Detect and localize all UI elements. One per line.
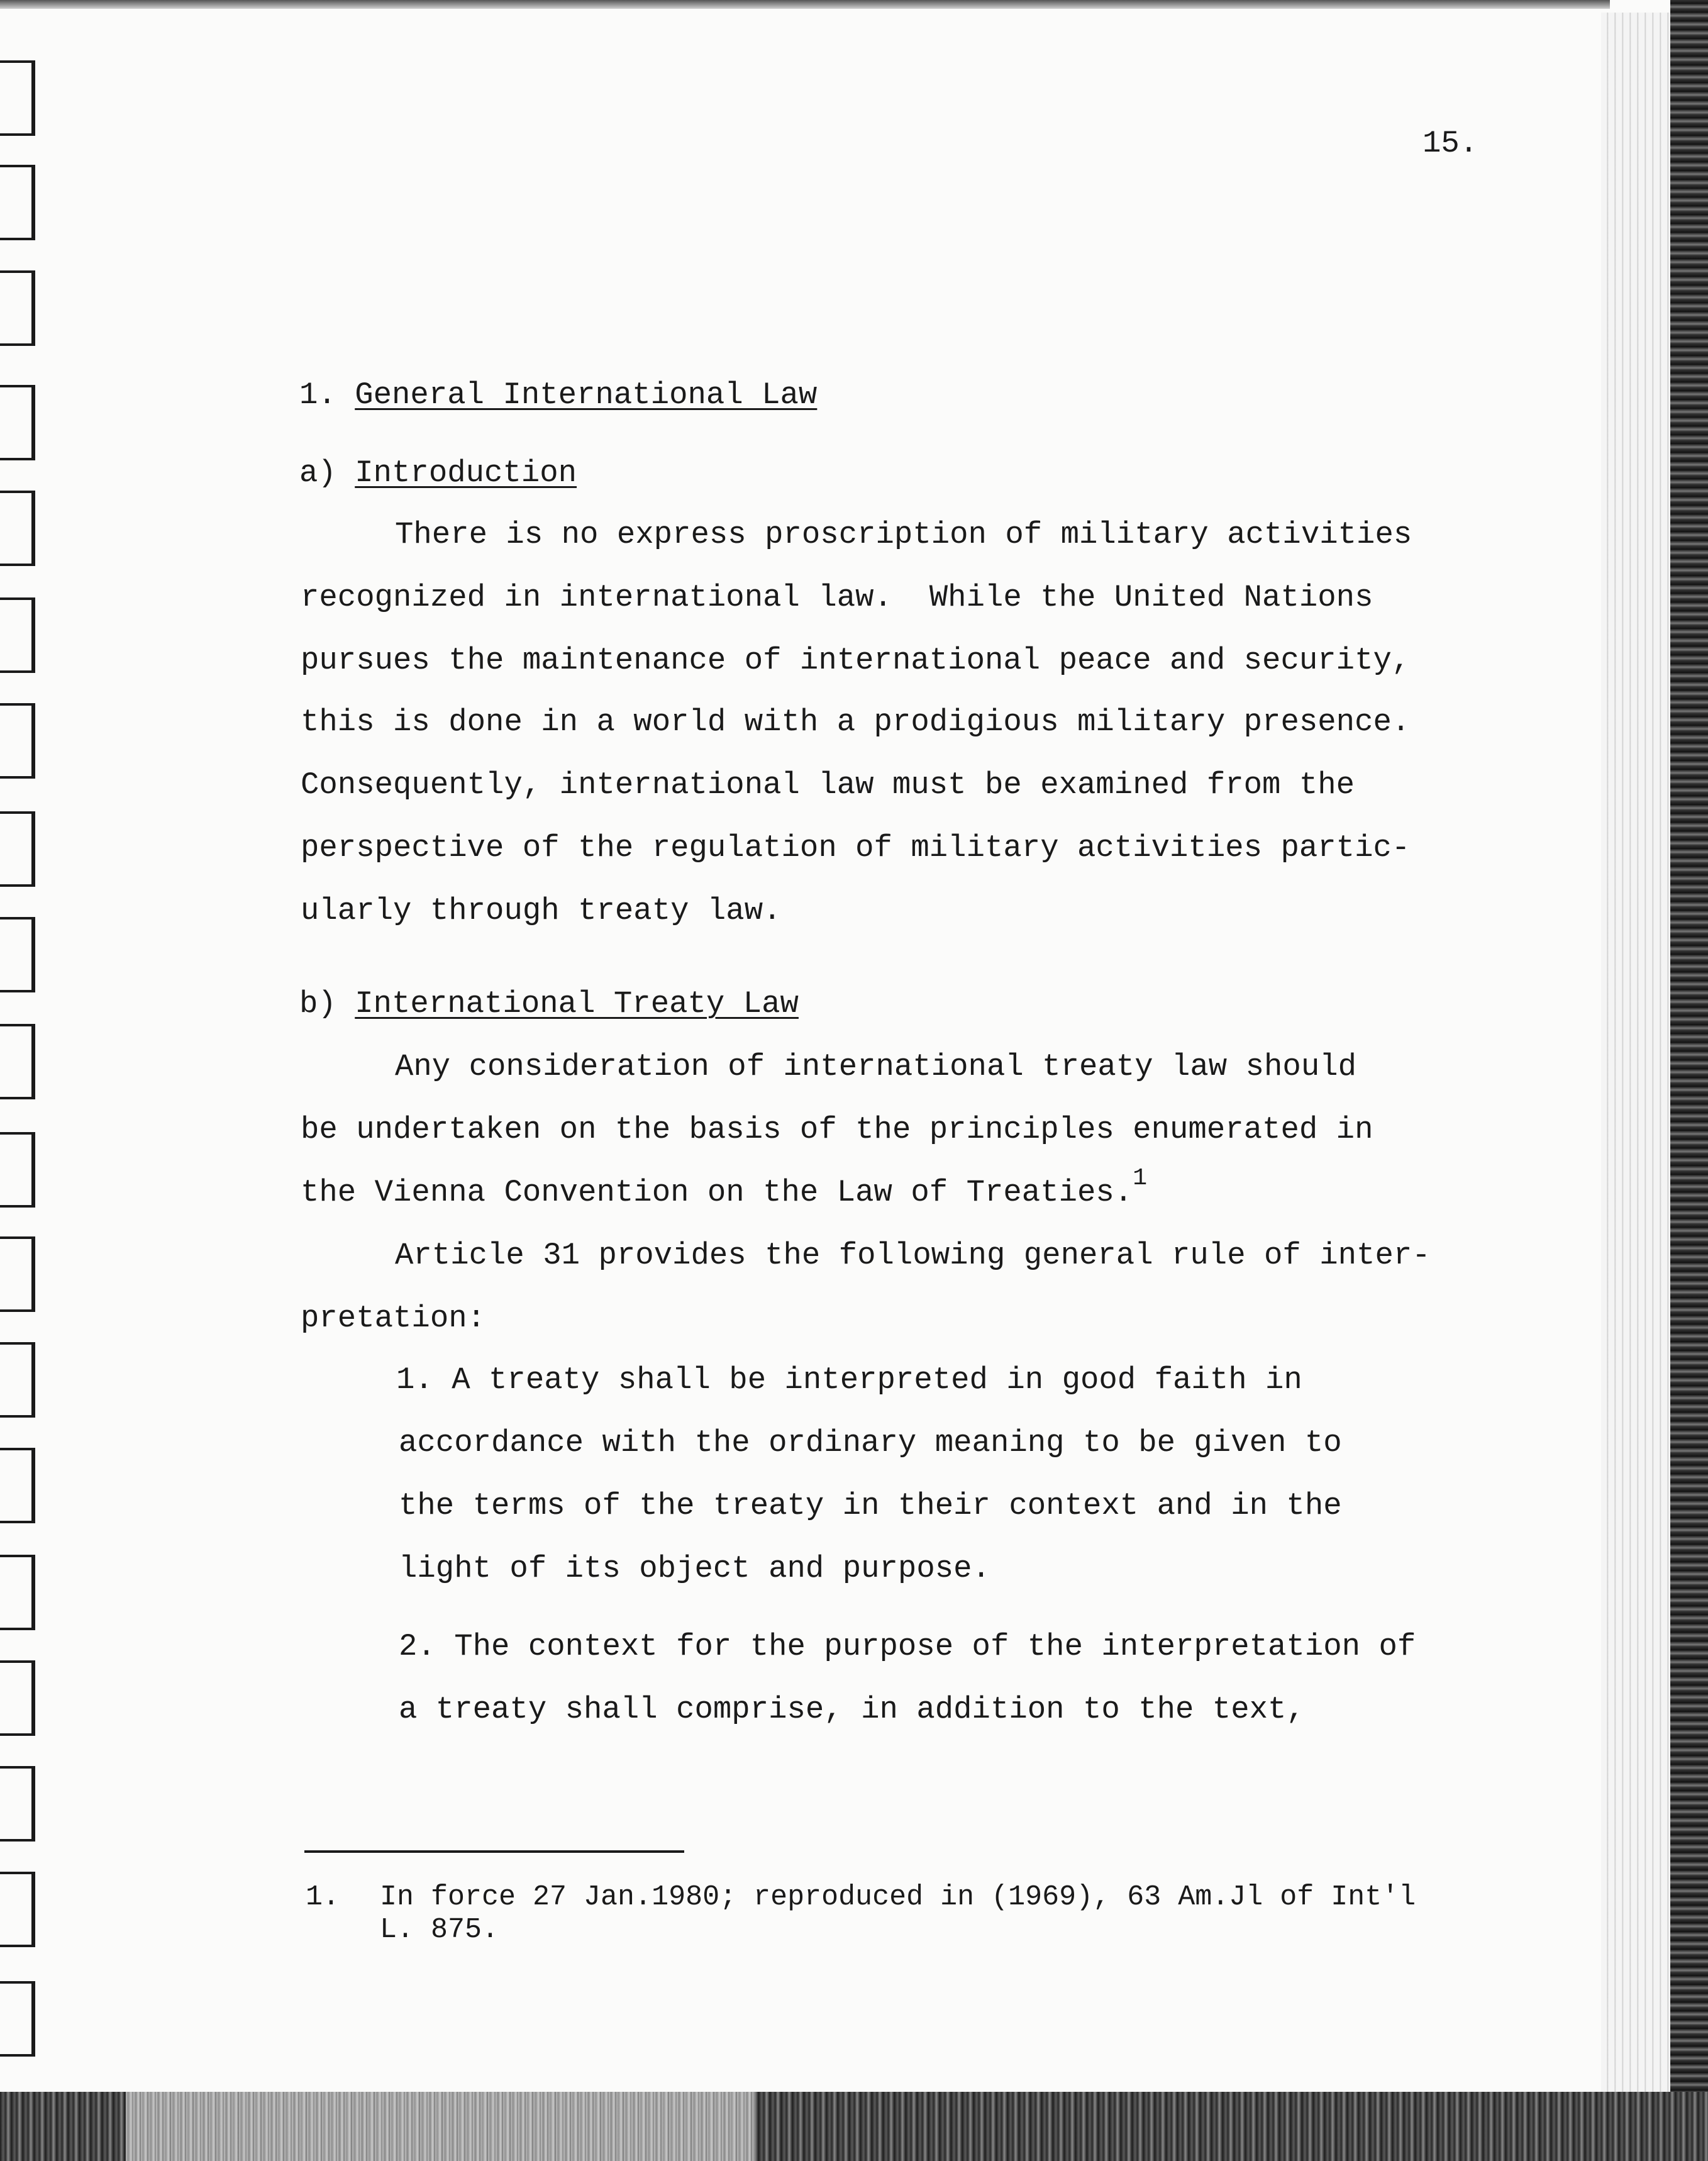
binder-bracket — [0, 917, 35, 992]
footnote-line: L. 875. — [380, 1914, 499, 1946]
scan-top-edge — [0, 0, 1610, 9]
binder-bracket — [0, 270, 35, 346]
binder-bracket — [0, 60, 35, 136]
binder-bracket — [0, 1342, 35, 1418]
paragraph-line: Any consideration of international treaty law should — [395, 1049, 1357, 1084]
paragraph-line: There is no express proscription of military activities — [395, 517, 1412, 552]
binder-bracket — [0, 1981, 35, 2057]
binder-bracket — [0, 165, 35, 240]
page-stack-edge — [1601, 13, 1670, 2107]
section-title: General International Law — [355, 377, 818, 413]
binder-bracket — [0, 703, 35, 779]
binder-bracket — [0, 1766, 35, 1842]
quote-line: a treaty shall comprise, in addition to the text, — [399, 1692, 1305, 1727]
binder-bracket — [0, 1024, 35, 1099]
binder-bracket — [0, 811, 35, 887]
section-number: 1. — [299, 377, 336, 413]
subsection-b-heading — [299, 986, 799, 1021]
binder-bracket — [0, 597, 35, 673]
binder-bracket — [0, 1448, 35, 1523]
binder-bracket — [0, 1132, 35, 1208]
quote-line: the terms of the treaty in their context and in the — [399, 1488, 1342, 1523]
paragraph-line: recognized in international law. While the United Nations — [301, 580, 1373, 615]
paragraph-line: this is done in a world with a prodigious military presence. — [301, 704, 1411, 740]
paragraph-line: be undertaken on the basis of the principles enumerated in — [301, 1112, 1373, 1147]
footnote-line: In force 27 Jan.1980; reproduced in (1969), 63 Am.Jl of Int'l — [380, 1881, 1416, 1913]
scan-bottom-light — [126, 2092, 755, 2161]
subsection-b-title: International Treaty Law — [355, 986, 799, 1021]
quote-line: light of its object and purpose. — [399, 1551, 990, 1586]
footnote-number: 1. — [306, 1881, 340, 1913]
paragraph-line: the Vienna Convention on the Law of Treaties. — [301, 1175, 1133, 1210]
binder-bracket — [0, 491, 35, 566]
paragraph-line: Article 31 provides the following general rule of inter- — [395, 1238, 1431, 1273]
page-number: 15. — [1422, 126, 1478, 161]
paragraph-line: perspective of the regulation of military activities partic- — [301, 830, 1411, 865]
quote-line: 1. A treaty shall be interpreted in good faith in — [396, 1362, 1302, 1397]
subsection-a-heading — [299, 455, 577, 491]
binder-bracket — [0, 1872, 35, 1947]
binder-bracket — [0, 385, 35, 460]
paragraph-line: pursues the maintenance of international peace and security, — [301, 643, 1411, 678]
quote-line: 2. The context for the purpose of the interpretation of — [399, 1629, 1416, 1664]
binder-bracket — [0, 1236, 35, 1312]
scan-right-edge — [1670, 0, 1708, 2161]
subsection-a-title: Introduction — [355, 455, 577, 491]
paragraph-line: ularly through treaty law. — [301, 893, 782, 928]
quote-line: accordance with the ordinary meaning to be given to — [399, 1425, 1342, 1460]
binder-bracket — [0, 1660, 35, 1736]
subsection-a-label: a) — [299, 455, 336, 491]
footnote-separator — [304, 1850, 684, 1853]
paragraph-line-with-ref — [301, 1165, 1148, 1210]
paragraph-line: Consequently, international law must be examined from the — [301, 767, 1355, 803]
paragraph-line: pretation: — [301, 1301, 486, 1336]
binder-bracket — [0, 1555, 35, 1630]
section-heading — [299, 377, 818, 413]
footnote-reference: 1 — [1133, 1165, 1148, 1192]
subsection-b-label: b) — [299, 986, 336, 1021]
